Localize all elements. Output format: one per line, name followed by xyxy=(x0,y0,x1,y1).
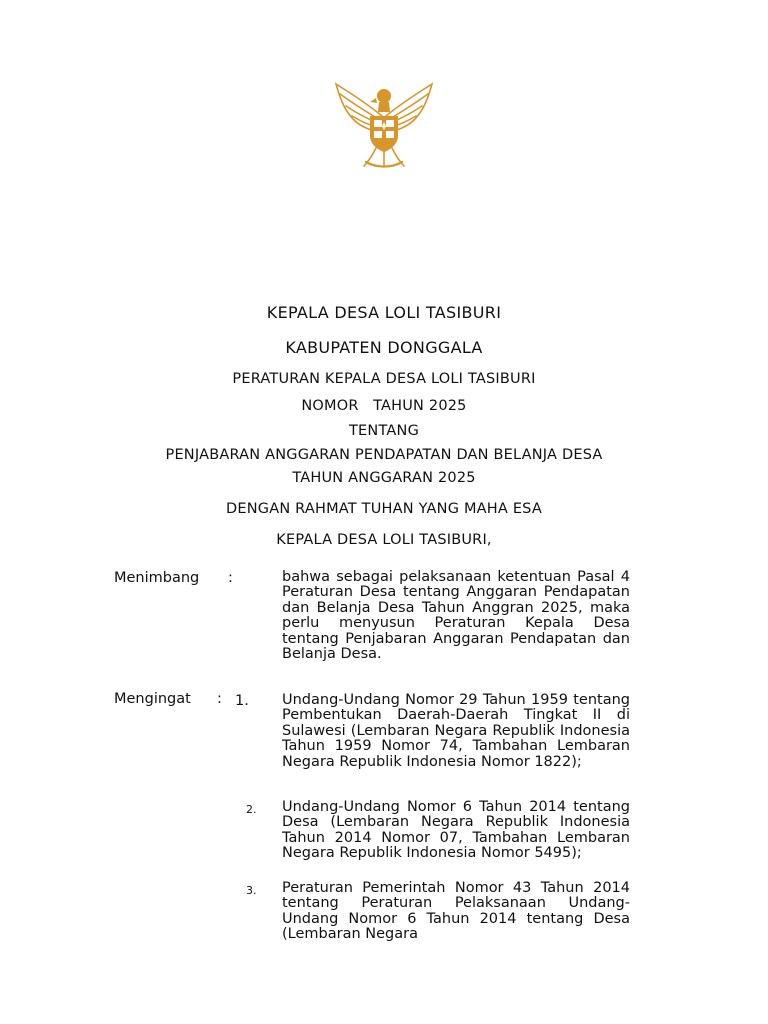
regulation-title: PERATURAN KEPALA DESA LOLI TASIBURI xyxy=(232,371,536,387)
document-title-1: KEPALA DESA LOLI TASIBURI xyxy=(266,303,502,322)
about-heading: TENTANG xyxy=(349,423,419,439)
subject-line-2: TAHUN ANGGARAN 2025 xyxy=(292,470,476,486)
menimbang-label: Menimbang xyxy=(114,570,200,586)
list-item-text: Undang-Undang Nomor 29 Tahun 1959 tentang Pembentukan Daerah-Daerah Tingkat II di Sulawesi (Lembaran Negara Republik Indonesia Tahun 1959 Nomor 74, Tambahan Lembaran Negara Republik Indonesia Nomor 1822); xyxy=(282,692,630,770)
list-number: 2. xyxy=(246,803,257,816)
menimbang-colon: : xyxy=(228,570,233,586)
mengingat-colon: : xyxy=(217,691,222,707)
list-item-text: Peraturan Pemerintah Nomor 43 Tahun 2014 tentang Peraturan Pelaksanaan Undang-Undang Nomor 6 Tahun 2014 tentang Desa (Lembaran Negara xyxy=(282,880,630,943)
mengingat-label: Mengingat xyxy=(114,691,191,707)
regulation-number: NOMOR TAHUN 2025 xyxy=(301,398,467,414)
subject-line-1: PENJABARAN ANGGARAN PENDAPATAN DAN BELANJA DESA xyxy=(165,447,603,463)
list-number: 1. xyxy=(235,693,249,709)
list-number: 3. xyxy=(246,884,257,897)
document-title-2: KABUPATEN DONGGALA xyxy=(285,338,483,357)
issuer-line: KEPALA DESA LOLI TASIBURI, xyxy=(276,532,492,548)
menimbang-text: bahwa sebagai pelaksanaan ketentuan Pasal 4 Peraturan Desa tentang Anggaran Pendapatan dan Belanja Desa Tahun Anggran 2025, maka perlu menyusun Peraturan Kepala Desa tentang Penjabaran Anggaran Pendapatan dan Belanja Desa. xyxy=(282,569,630,663)
blessing-line: DENGAN RAHMAT TUHAN YANG MAHA ESA xyxy=(226,501,542,517)
list-item-text: Undang-Undang Nomor 6 Tahun 2014 tentang Desa (Lembaran Negara Republik Indonesia Tahun 2014 Nomor 07, Tambahan Lembaran Negara Republik Indonesia Nomor 5495); xyxy=(282,799,630,862)
garuda-emblem-icon xyxy=(330,76,438,172)
